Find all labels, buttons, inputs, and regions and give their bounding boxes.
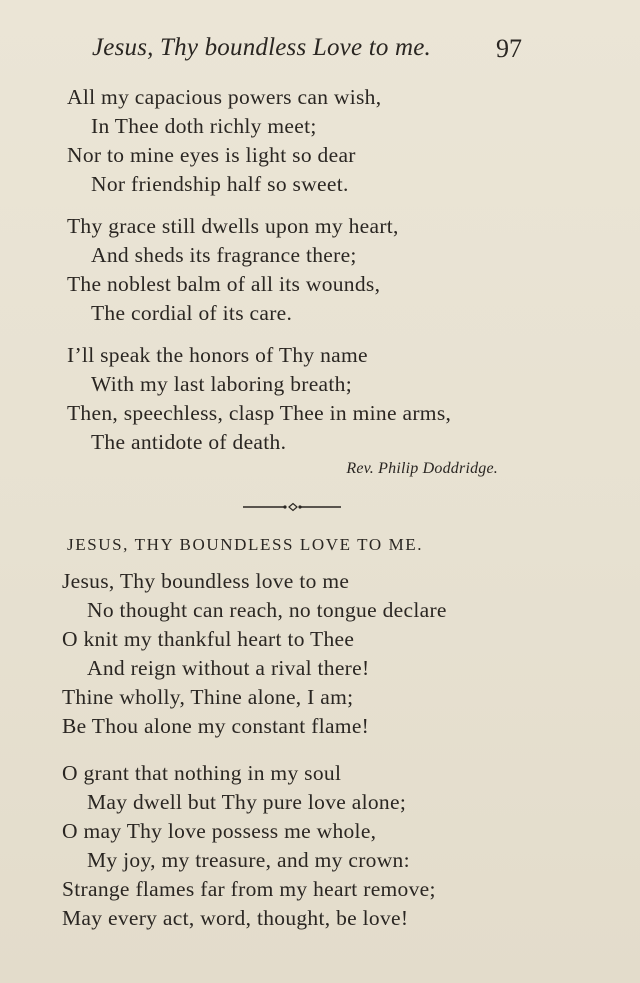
verse-line: Nor friendship half so sweet.	[91, 172, 349, 196]
author-attribution: Rev. Philip Doddridge.	[346, 460, 498, 477]
verse-line: In Thee doth richly meet;	[91, 114, 317, 138]
verse-line: My joy, my treasure, and my crown:	[87, 848, 410, 872]
verse-line: O may Thy love possess me whole,	[62, 819, 377, 843]
verse-line: Then, speechless, clasp Thee in mine arms,	[67, 401, 452, 425]
verse-line: With my last laboring breath;	[91, 372, 352, 396]
verse-line: O grant that nothing in my soul	[62, 761, 342, 785]
verse-line: The antidote of death.	[91, 430, 287, 454]
verse-line: No thought can reach, no tongue declare	[87, 598, 447, 622]
page-number: 97	[496, 34, 522, 63]
ornamental-rule-icon	[243, 500, 341, 514]
verse-line: All my capacious powers can wish,	[67, 85, 382, 109]
hymn-heading: JESUS, THY BOUNDLESS LOVE TO ME.	[67, 535, 424, 554]
verse-line: Strange flames far from my heart remove;	[62, 877, 436, 901]
running-head	[92, 34, 522, 68]
verse-line: Thine wholly, Thine alone, I am;	[62, 685, 354, 709]
verse-line: I’ll speak the honors of Thy name	[67, 343, 368, 367]
verse-line: O knit my thankful heart to Thee	[62, 627, 355, 651]
verse-line: And sheds its fragrance there;	[91, 243, 357, 267]
verse-line: May dwell but Thy pure love alone;	[87, 790, 407, 814]
verse-line: Thy grace still dwells upon my heart,	[67, 214, 399, 238]
verse-line: Nor to mine eyes is light so dear	[67, 143, 356, 167]
verse-line: Jesus, Thy boundless love to me	[62, 569, 350, 593]
verse-line: May every act, word, thought, be love!	[62, 906, 409, 930]
verse-line: The noblest balm of all its wounds,	[67, 272, 381, 296]
verse-line: Be Thou alone my constant flame!	[62, 714, 370, 738]
verse-line: And reign without a rival there!	[87, 656, 370, 680]
verse-line: The cordial of its care.	[91, 301, 293, 325]
running-title: Jesus, Thy boundless Love to me.	[92, 34, 431, 61]
